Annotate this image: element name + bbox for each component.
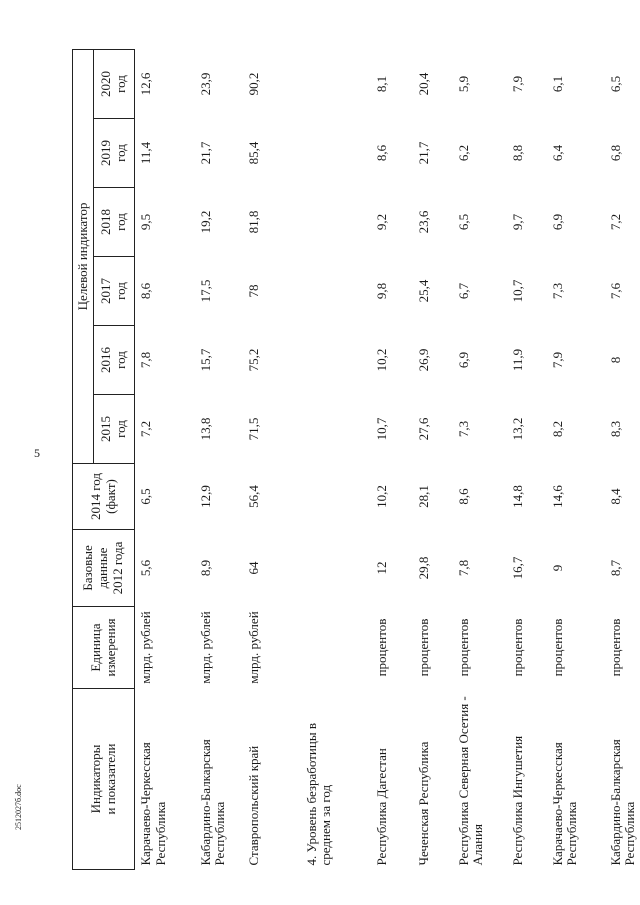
row-target-value: 6,5 — [607, 75, 623, 93]
row-target-value: 26,9 — [415, 348, 431, 372]
row-base-value: 16,7 — [509, 556, 525, 580]
row-target-value: 20,4 — [415, 72, 431, 96]
page-number: 5 — [34, 446, 40, 460]
row-target-value: 7,9 — [509, 75, 525, 93]
row-target-value: 78 — [245, 284, 261, 298]
row-target-value: 11,4 — [138, 141, 153, 165]
row-base-value: 7,8 — [455, 559, 471, 577]
indicators-table — [72, 49, 640, 870]
row-indicator-name: Карачаево-Черкесская Республика — [138, 742, 168, 866]
table-row — [301, 49, 371, 869]
table-body — [135, 49, 640, 869]
row-unit: процентов — [607, 618, 623, 677]
row-target-value: 8,8 — [509, 144, 525, 162]
row-target-value: 7,8 — [138, 351, 153, 369]
row-unit: процентов — [509, 618, 525, 677]
table-row — [453, 49, 507, 869]
row-target-value: 6,8 — [607, 144, 623, 162]
header-fact-text: 2014 год (факт) — [87, 473, 118, 520]
row-target-value: 13,8 — [197, 417, 213, 441]
row-target-value: 6,1 — [549, 75, 565, 93]
row-target-value: 5,9 — [455, 75, 471, 93]
row-fact-value: 28,1 — [415, 485, 431, 508]
row-target-value: 9,2 — [373, 213, 389, 231]
row-fact-value: 56,4 — [245, 485, 261, 508]
row-fact-value: 14,8 — [509, 485, 525, 508]
header-indicator — [73, 689, 135, 870]
row-unit: млрд. рублей — [245, 611, 261, 684]
row-target-value: 23,9 — [197, 72, 213, 96]
row-target-value: 11,9 — [509, 348, 525, 372]
row-fact-value: 8,4 — [607, 488, 623, 505]
row-indicator-name: Чеченская Республика — [415, 741, 431, 866]
row-indicator-name: Кабардино-Балкарская Республика — [197, 739, 228, 866]
row-target-value: 6,9 — [549, 213, 565, 231]
header-unit — [73, 607, 135, 689]
row-target-value: 90,2 — [245, 72, 261, 96]
row-fact-value: 10,2 — [373, 485, 389, 508]
row-target-value: 21,7 — [415, 141, 431, 165]
row-target-value: 7,2 — [607, 213, 623, 231]
row-target-value: 7,3 — [549, 282, 565, 300]
row-target-value: 8,6 — [373, 144, 389, 162]
table-row — [547, 49, 605, 869]
row-indicator-name: 4. Уровень безработицы в среднем за год — [303, 723, 334, 866]
table-row — [605, 49, 640, 869]
row-unit: процентов — [373, 618, 389, 677]
row-target-value: 10,7 — [509, 279, 525, 303]
table-row — [371, 49, 413, 869]
header-base-text: Базовые данные 2012 года — [80, 541, 125, 595]
row-target-value: 6,5 — [455, 213, 471, 231]
row-indicator-name: Республика Ингушетия — [509, 735, 525, 866]
row-base-value: 64 — [245, 561, 261, 575]
row-target-value — [301, 326, 371, 395]
row-fact-value: 6,5 — [138, 488, 153, 505]
row-base-value: 9 — [549, 564, 565, 572]
header-indicator-text: Индикаторы и показатели — [87, 743, 118, 815]
row-unit: млрд. рублей — [138, 611, 153, 684]
row-target-value: 13,2 — [509, 417, 525, 441]
header-year-2: 2017 год — [94, 257, 135, 326]
header-fact — [73, 464, 135, 530]
row-indicator-name: Кабардино-Балкарская Республика — [607, 739, 638, 866]
row-base-value: 5,6 — [138, 559, 153, 577]
row-target-value: 8 — [607, 356, 623, 364]
header-year-5: 2020 год — [94, 49, 135, 118]
row-target-value: 8,3 — [607, 420, 623, 438]
row-unit: процентов — [549, 618, 565, 677]
row-indicator-name: Республика Дагестан — [373, 748, 389, 866]
row-base-value: 29,8 — [415, 556, 431, 580]
row-indicator-name: Ставропольский край — [245, 745, 261, 866]
row-target-value: 7,2 — [138, 420, 153, 438]
footer-filename: 2512027б.doc — [14, 784, 23, 830]
row-base-value: 12 — [373, 561, 389, 575]
row-target-value — [301, 49, 371, 118]
row-target-value — [301, 395, 371, 464]
header-year-1: 2016 год — [94, 326, 135, 395]
row-target-value: 21,7 — [197, 141, 213, 165]
row-target-value: 8,2 — [549, 420, 565, 438]
row-target-value: 71,5 — [245, 417, 261, 441]
header-year-0: 2015 год — [94, 395, 135, 464]
row-target-value: 85,4 — [245, 141, 261, 165]
row-target-value: 7,6 — [607, 282, 623, 300]
row-target-value: 12,6 — [138, 72, 153, 96]
row-target-value: 15,7 — [197, 348, 213, 372]
row-target-value: 8,1 — [373, 75, 389, 93]
row-fact-value: 12,9 — [197, 485, 213, 508]
header-base — [73, 530, 135, 607]
row-target-value: 27,6 — [415, 417, 431, 441]
row-target-value: 9,7 — [509, 213, 525, 231]
row-indicator-name: Карачаево-Черкесская Республика — [549, 742, 580, 866]
row-unit: процентов — [455, 618, 471, 677]
row-target-value: 6,2 — [455, 144, 471, 162]
row-target-value: 75,2 — [245, 348, 261, 372]
table-row — [243, 49, 301, 869]
row-target-value: 17,5 — [197, 279, 213, 303]
row-base-value: 8,7 — [607, 559, 623, 577]
row-base-value — [301, 530, 371, 607]
table-row — [135, 49, 195, 869]
row-target-value — [301, 119, 371, 188]
row-target-value — [301, 188, 371, 257]
row-target-value: 7,3 — [455, 420, 471, 438]
row-target-value: 25,4 — [415, 279, 431, 303]
row-target-value: 9,5 — [138, 213, 153, 231]
row-target-value: 8,6 — [138, 282, 153, 300]
row-unit: процентов — [415, 618, 431, 677]
header-target: Целевой индикатор — [73, 49, 94, 463]
table-row — [413, 49, 453, 869]
header-year-4: 2019 год — [94, 119, 135, 188]
row-target-value: 7,9 — [549, 351, 565, 369]
row-target-value: 6,4 — [549, 144, 565, 162]
row-fact-value: 8,6 — [455, 488, 471, 505]
table-row — [195, 49, 243, 869]
row-target-value: 9,8 — [373, 282, 389, 300]
row-indicator-name: Республика Северная Осетия - Алания — [455, 696, 486, 866]
row-target-value — [301, 257, 371, 326]
row-target-value: 23,6 — [415, 210, 431, 234]
row-fact-value: 14,6 — [549, 485, 565, 508]
row-base-value: 8,9 — [197, 559, 213, 577]
row-target-value: 10,2 — [373, 348, 389, 372]
row-target-value: 19,2 — [197, 210, 213, 234]
row-target-value: 10,7 — [373, 417, 389, 441]
table-row — [507, 49, 547, 869]
row-target-value: 81,8 — [245, 210, 261, 234]
header-year-3: 2018 год — [94, 188, 135, 257]
row-target-value: 6,9 — [455, 351, 471, 369]
row-unit — [301, 607, 371, 689]
row-unit: млрд. рублей — [197, 611, 213, 684]
rotated-table-container — [72, 50, 638, 870]
row-fact-value — [301, 464, 371, 530]
header-unit-text: Единица измерения — [87, 618, 118, 677]
row-target-value: 6,7 — [455, 282, 471, 300]
